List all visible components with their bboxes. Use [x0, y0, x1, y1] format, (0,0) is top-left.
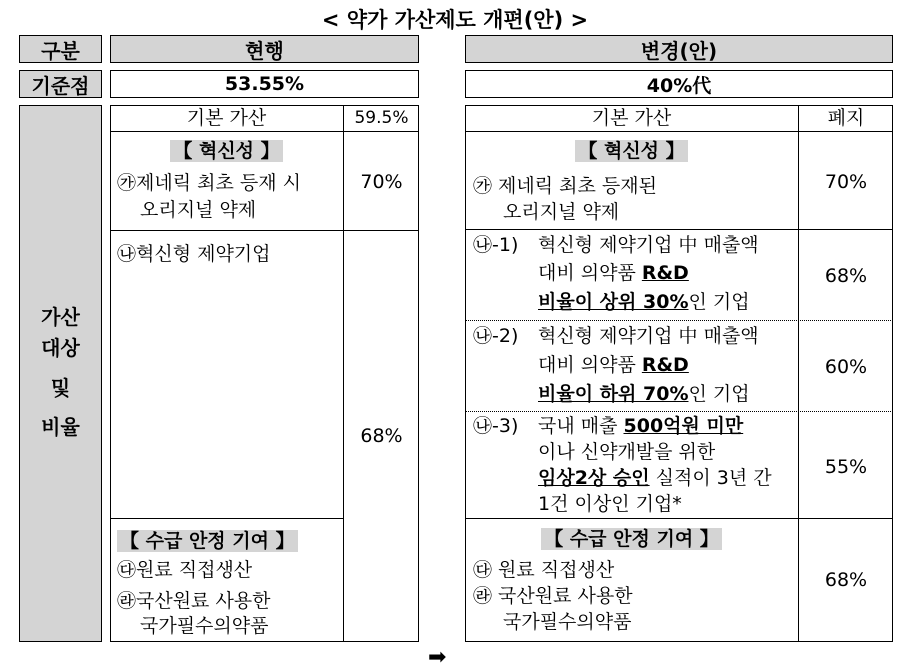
current-supply-title: 【 수급 안정 기여 】: [117, 527, 298, 556]
changed-n3-line3: 임상2상 승인 실적이 3년 간: [538, 467, 772, 489]
changed-innov-title: 【 혁신성 】: [465, 137, 798, 166]
changed-ga-rate: 70%: [824, 171, 868, 193]
target-label-2: 대상: [41, 336, 80, 360]
changed-n1-line2: 대비 의약품 R&D: [538, 262, 689, 284]
changed-basic-label: 기본 가산: [591, 107, 672, 129]
changed-n1-line1: 혁신형 제약기업 中 매출액: [538, 234, 759, 256]
changed-n2-mark: ㉯-2): [473, 325, 519, 347]
changed-n3-line1: 국내 매출 500억원 미만: [538, 415, 744, 437]
changed-n2-line3: 비율이 하위 70%인 기업: [538, 383, 750, 405]
current-ga-line2: 오리지널 약제: [140, 199, 257, 221]
changed-ga-line2: 오리지널 약제: [503, 201, 620, 223]
changed-n1-mark: ㉯-1): [473, 234, 519, 256]
target-label-4: 비율: [41, 415, 80, 439]
changed-n3-line2: 이나 신약개발을 위한: [538, 441, 716, 463]
target-label-box: [19, 105, 102, 642]
changed-da-line: ㉰ 원료 직접생산: [473, 559, 615, 581]
changed-n1-rate: 68%: [824, 265, 868, 287]
changed-supply-title: 【 수급 안정 기여 】: [465, 525, 798, 554]
header-gubun: 구분: [19, 35, 102, 63]
changed-ra-line2: 국가필수의약품: [503, 611, 632, 633]
current-ga-line1: ㉮제네릭 최초 등재 시: [117, 172, 301, 194]
header-current: 현행: [110, 35, 419, 63]
changed-supply-rate: 68%: [824, 569, 868, 591]
page-title: < 약가 가산제도 개편(안) >: [321, 8, 589, 32]
header-changed: 변경(안): [465, 35, 893, 63]
changed-n2-rate: 60%: [824, 356, 868, 378]
current-da-line: ㉰원료 직접생산: [117, 559, 253, 581]
base-current: 53.55%: [110, 70, 419, 98]
changed-n2-line1: 혁신형 제약기업 中 매출액: [538, 325, 759, 347]
current-na-rate: 68%: [360, 425, 403, 447]
changed-ra-line1: ㉱ 국산원료 사용한: [473, 585, 633, 607]
target-label-1: 가산: [41, 305, 80, 329]
current-basic-label: 기본 가산: [186, 107, 267, 129]
current-innov-title: 【 혁신성 】: [110, 137, 343, 166]
base-changed: 40%代: [465, 70, 893, 98]
current-basic-rate: 59.5%: [354, 108, 409, 128]
next-arrow-icon: ➡: [428, 645, 447, 670]
current-ra-line2: 국가필수의약품: [140, 615, 269, 637]
current-ra-line1: ㉱국산원료 사용한: [117, 590, 271, 612]
target-label-3: 및: [50, 376, 71, 400]
current-na-line: ㉯혁신형 제약기업: [117, 243, 271, 265]
changed-n1-line3: 비율이 상위 30%인 기업: [538, 291, 750, 313]
current-ga-rate: 70%: [360, 171, 403, 193]
changed-n3-mark: ㉯-3): [473, 415, 519, 437]
changed-ga-line1: ㉮ 제네릭 최초 등재된: [473, 175, 657, 197]
changed-basic-rate: 폐지: [827, 107, 865, 129]
changed-n3-line4: 1건 이상인 기업*: [538, 493, 682, 515]
changed-n2-line2: 대비 의약품 R&D: [538, 354, 689, 376]
changed-n3-rate: 55%: [824, 456, 868, 478]
base-label: 기준점: [19, 70, 102, 98]
